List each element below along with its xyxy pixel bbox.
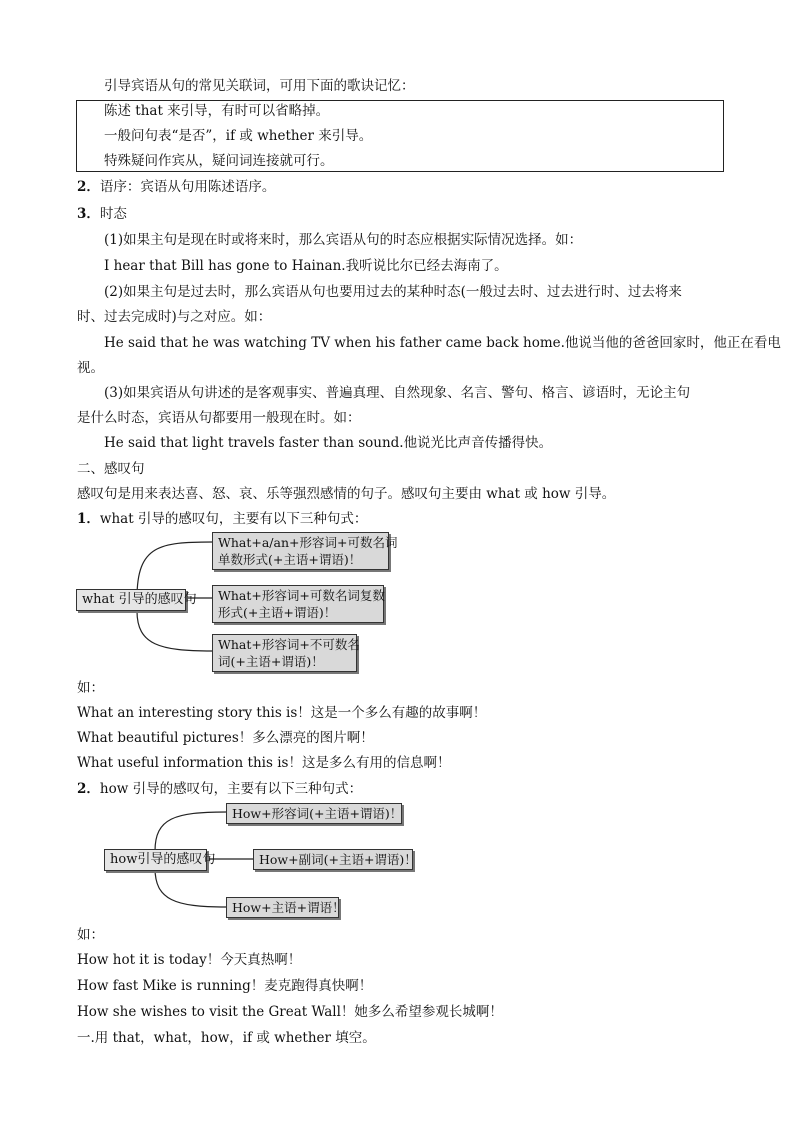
tense-rule-2-line-1: (2)如果主句是过去时，那么宾语从句也要用过去的某种时态(一般过去时、过去进行时、过去将来 xyxy=(104,284,682,300)
tense-rule-3-line-1: (3)如果宾语从句讲述的是客观事实、普遍真理、自然现象、名言、警句、格言、谚语时，无论主句 xyxy=(104,385,691,401)
section-two-heading: 二、感叹句 xyxy=(77,461,145,477)
intro-text: 引导宾语从句的常见关联词，可用下面的歌诀记忆： xyxy=(104,78,415,94)
what-diagram-node-2: What+形容词+可数名词复数 形式(+主语+谓语)！ xyxy=(212,585,384,623)
tense-rule-1: (1)如果主句是现在时或将来时，那么宾语从句的时态应根据实际情况选择。如： xyxy=(104,232,583,248)
examples-label-2: 如： xyxy=(77,927,104,943)
what-diagram-node-3: What+形容词+不可数名 词(+主语+谓语)！ xyxy=(212,634,357,672)
how-diagram-node-2: How+副词(+主语+谓语)！ xyxy=(253,849,413,870)
how-diagram-node-1: How+形容词(+主语+谓语)！ xyxy=(226,803,402,824)
section-3-heading: 3．时态 xyxy=(77,206,127,222)
what-diagram-root: what 引导的感叹句 xyxy=(76,589,186,611)
how-example-2: How fast Mike is running！麦克跑得真快啊！ xyxy=(77,978,373,994)
tense-example-1: I hear that Bill has gone to Hainan.我听说比尔已经去海南了。 xyxy=(104,258,508,274)
rhyme-line-1: 陈述 that 来引导，有时可以省略掉。 xyxy=(104,103,330,119)
tense-example-2-line-1: He said that he was watching TV when his father came back home.他说当他的爸爸回家时，他正在看电 xyxy=(104,335,781,351)
rhyme-line-3: 特殊疑问作宾从，疑问词连接就可行。 xyxy=(104,153,334,169)
examples-label-1: 如： xyxy=(77,680,104,696)
what-example-2: What beautiful pictures！多么漂亮的图片啊！ xyxy=(77,730,374,746)
what-example-3: What useful information this is！这是多么有用的信息啊！ xyxy=(77,755,451,771)
tense-example-3: He said that light travels faster than sound.他说光比声音传播得快。 xyxy=(104,435,553,451)
tense-example-2-line-2: 视。 xyxy=(77,360,104,376)
how-example-3: How she wishes to visit the Great Wall！她多么希望参观长城啊！ xyxy=(77,1004,503,1020)
tense-rule-2-line-2: 时、过去完成时)与之对应。如： xyxy=(77,309,272,325)
rhyme-line-2: 一般问句表“是否”，if 或 whether 来引导。 xyxy=(104,128,373,144)
what-example-1: What an interesting story this is！这是一个多么有趣的故事啊！ xyxy=(77,705,487,721)
how-diagram-root: how引导的感叹句 xyxy=(104,849,207,871)
how-heading: 2．how 引导的感叹句，主要有以下三种句式： xyxy=(77,781,363,797)
what-diagram-node-1: What+a/an+形容词+可数名词 单数形式(+主语+谓语)！ xyxy=(212,532,389,570)
section-2-heading: 2．语序：宾语从句用陈述语序。 xyxy=(77,179,276,195)
tense-rule-3-line-2: 是什么时态，宾语从句都要用一般现在时。如： xyxy=(77,410,361,426)
how-example-1: How hot it is today！今天真热啊！ xyxy=(77,952,302,968)
how-diagram-node-3: How+主语+谓语！ xyxy=(226,897,339,918)
exercise-heading: 一.用 that，what，how，if 或 whether 填空。 xyxy=(77,1030,376,1046)
what-heading: 1．what 引导的感叹句，主要有以下三种句式： xyxy=(77,511,368,527)
exclamation-definition: 感叹句是用来表达喜、怒、哀、乐等强烈感情的句子。感叹句主要由 what 或 how 引导。 xyxy=(77,486,616,502)
